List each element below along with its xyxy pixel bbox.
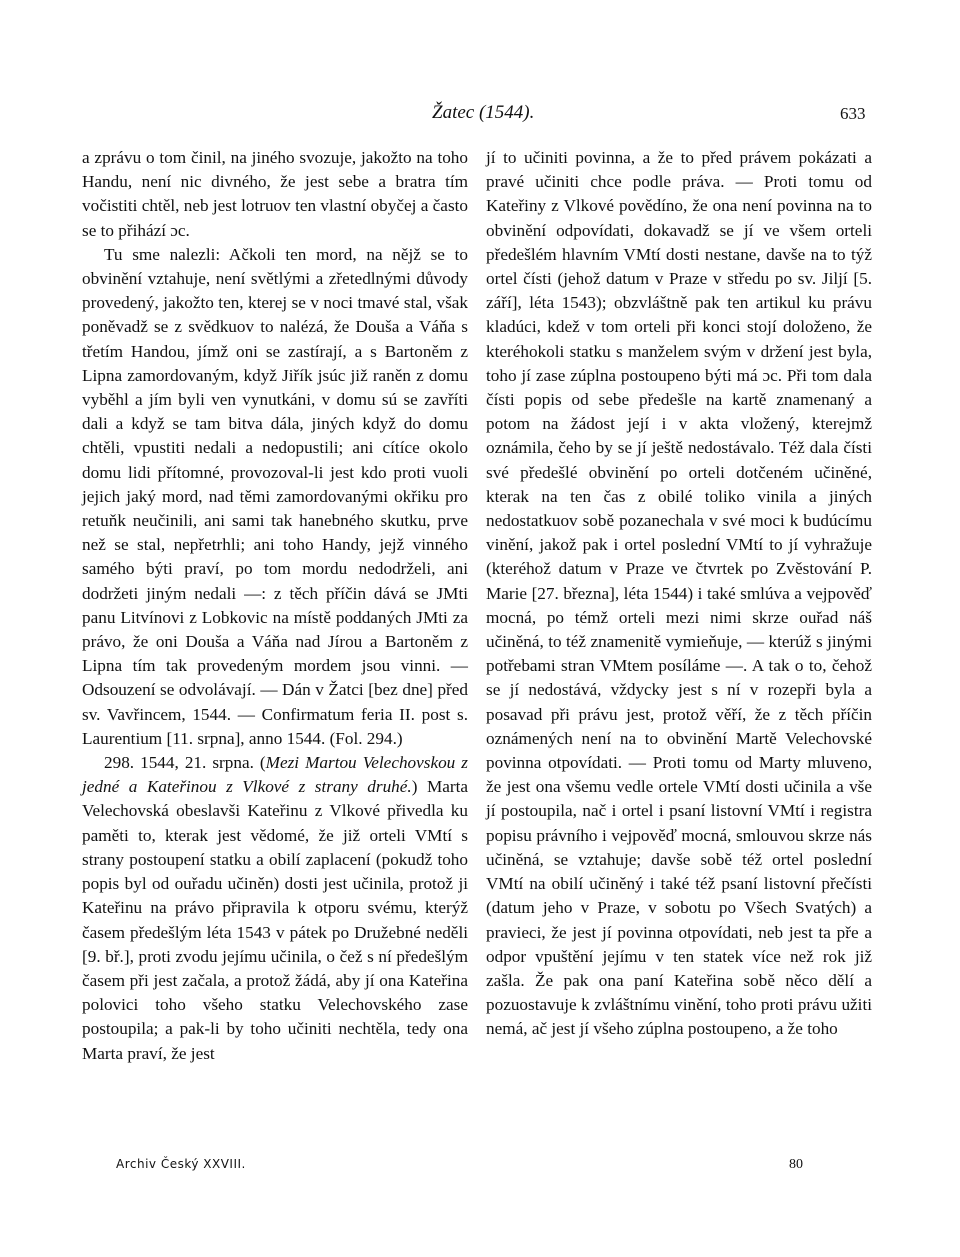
left-column — [82, 146, 468, 1066]
page-header — [0, 100, 960, 130]
paragraph: jí to učiniti povinna, a že to před právem pokázati a pravé učiniti chce podle práva. — Proti tomu od Kateřiny z Vlkové povědíno, že ona není povinna na to obvinění odpovídati, dokavadž se jí ve všem orteli předešlém hlavním VMtí dosti nestane, davše na to týž ortel čísti (jehož datum v Praze v středu po sv. Jiljí [5. září], léta 1543); obzvláštně pak ten artikul ku právu kladúci, kdež v tom orteli při konci stojí doloženo, že kteréhokoli statku s manželem svým v držení jest byla, toho jí zase zúplna postoupeno býti má ɔc. Při tom dala čísti popis od sebe předešle na kartě znamenaný a potom na žádost její i v akta vložený, kterejmž oznámila, čeho by se jí ještě nedostávalo. Též dala čísti své předešlé obvinění po orteli dotčeném učiněné, kterak na ten čas z obilé toliko vinila a jiných nedostatkuov sobě pozanechala v své moci k budúcímu vinění, jakož pak i ortel poslední VMtí to jí vyhražuje (kteréhož datum v Praze ve čtvrtek po Zvěstování P. Marie [27. března], léta 1544) i také smlúva a vejpověď mocná, po témž orteli mezi nimi skrze ouřad náš učiněná, to též znamenitě vymieňuje, — kterúž s jinými potřebami stran VMtem posíláme —. A tak o to, čehož se jí nedostává, vždycky jest s ní v rozepři byla a posavad při právu jest, protož věří, že z těch příčin oznámených není na to obvinění Martě Velechovské povinna otpovídati. — Proti tomu od Marty mluveno, že jest ona všemu vedle ortele VMtí dosti učinila a vše jí postoupila, nač i ortel i psaní listovní VMtí i registra popisu právního i vejpověď mocná, smlouvou skrze nás učiněná, se vztahuje; davše sobě též ortel poslední VMtí na obilí učiněný i také též psaní listovní přečísti (datum jeho v Praze, v sobotu po Všech Svatých) a pravieci, že jest jí povinna otpovídati, neb jest ta pře a odpor vpuštění jejímu v ten statek více než rok již zašla. Že pak ona paní Kateřina sobě něco dělí a pozuostavuje k zvláštnímu vinění, toho proti právu užiti nemá, ač jest jí všeho zúplna postoupeno, a že toho — [486, 148, 872, 1039]
printer-signature: Archiv Český XXVIII. — [116, 1157, 246, 1171]
right-column — [486, 146, 872, 1042]
paragraph: Tu sme nalezli: Ačkoli ten mord, na nějž se to obvinění vztahuje, není světlými a zřetedlnými důvody provedený, jakožto ten, kterej se v noci tmavé stal, však poněvadž se z svědkuov to nalézá, že Douša a Váňa s třetím Handou, jímž oni se zastírají, a s Bartoněm z Lipna zamordovaným, když Jiřík jsúc již raněn z domu vyběhl a jím byli ven vynutkáni, v domu sú se zavříti dali a když se tam bitva dála, jiných když do domu chtěli, vpustiti nedali a nedopustili; ani cítíce okolo domu lidi přítomné, provozoval-li jest kdo proti vuoli jejich jaký mord, nad těmi zamordovanými okřiku pro retuňk neučinili, ani sami tak hanebného skutku, prve než se stal, nepřetrhli; ani toho Handy, jejž vinného samého býti praví, po tom mordu nedodrželi, ani dodržeti jiným nedali —: z těch příčin dává se JMti panu Litvínovi z Lobkovic na místě poddaných JMti za právo, že oni Douša a Váňa nad Jírou a Bartoněm z Lipna tím tak provedeným mordem jsou vinni. — Odsouzení se odvolávají. — Dán v Žatci [bez dne] před sv. Vavřincem, 1544. — Confirmatum feria II. post s. Laurentium [11. srpna], anno 1544. (Fol. 294.) — [82, 244, 468, 748]
sheet-number: 80 — [789, 1157, 803, 1172]
entry-text: ) Marta Velechovská obeslavši Kateřinu z Vlkové přivedla ku paměti to, kterak jest vědomé, že již orteli VMtí s strany postoupení statku a obilí zaplacení (pokudž toho popis byl od ouřadu učiněn) dosti jest učinila, protož ji Kateřinu na právo připravila k otporu svému, kterýž časem předešlým léta 1543 v pátek po Družebné neděli [9. bř.], proti zvodu jejímu učinila, o čež s ní předešlým časem při jest začala, a protož žádá, aby jí ona Kateřina polovici toho všeho statku Velechovského zase postoupila; a pak-li by toho učiniti nechtěla, tedy ona Marta praví, že jest — [82, 777, 468, 1063]
page-number: 633 — [840, 104, 866, 123]
page-footer — [0, 1157, 960, 1179]
running-title: Žatec (1544). — [432, 102, 535, 123]
entry-heading: Mezi Martou Velechovskou z jedné a Kateřinou z Vlkové z strany druhé. — [82, 753, 468, 797]
paragraph: a zprávu o tom činil, na jiného svozuje, jakožto na toho Handu, není nic divného, že jest sebe a bratra tím vočistiti chtěl, neb jest lotruov ten vlastní obyčej a často se to přihází ɔc. — [82, 148, 468, 240]
document-entry — [82, 751, 468, 1066]
entry-number-date: 298. 1544, 21. srpna. ( — [104, 753, 266, 773]
